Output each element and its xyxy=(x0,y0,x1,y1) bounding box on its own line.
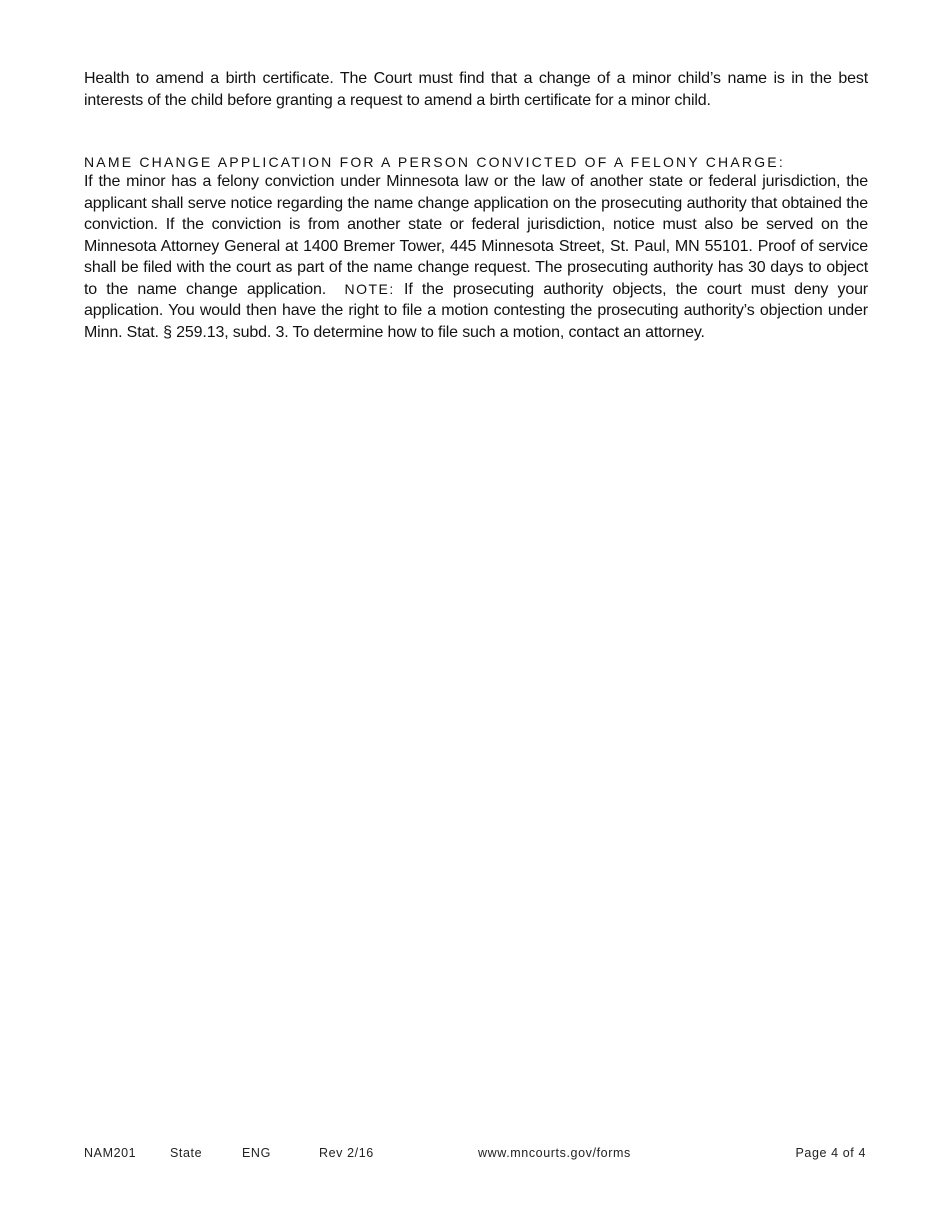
footer-revision: Rev 2/16 xyxy=(319,1146,374,1160)
felony-body-before-note: If the minor has a felony conviction under Minnesota law or the law of another state or federal jurisdiction, the applicant shall serve notice regarding the name change application on the prosecuting authority that obtained the conviction. If the conviction is from another state or federal jurisdiction, notice must also be served on the Minnesota Attorney General at 1400 Bremer Tower, 445 Minnesota Street, St. Paul, MN 55101. Proof of service shall be filed with the court as part of the name change request. The prosecuting authority has 30 days to object to the name change application. xyxy=(84,173,868,298)
page-footer xyxy=(84,1146,868,1164)
felony-body-after-note: If the prosecuting authority objects, the court must deny your application. You would then have the right to file a motion contesting the prosecuting authority’s objection under Minn. Stat. § 259.13, subd. 3. To determine how to file such a motion, contact an attorney. xyxy=(84,280,868,341)
document-body xyxy=(84,68,868,343)
footer-url: www.mncourts.gov/forms xyxy=(478,1146,631,1160)
note-label: NOTE: xyxy=(344,280,395,297)
intro-paragraph: Health to amend a birth certificate. The Court must find that a change of a minor child’s name is in the best interests of the child before granting a request to amend a birth certificate for a minor child. xyxy=(84,70,868,109)
felony-section-heading: NAME CHANGE APPLICATION FOR A PERSON CONVICTED OF A FELONY CHARGE: xyxy=(84,154,785,170)
felony-section-body xyxy=(84,171,868,343)
felony-section xyxy=(84,153,868,343)
footer-language: ENG xyxy=(242,1146,271,1160)
footer-form-code: NAM201 xyxy=(84,1146,137,1160)
footer-page-number: Page 4 of 4 xyxy=(795,1146,866,1160)
footer-jurisdiction: State xyxy=(170,1146,203,1160)
